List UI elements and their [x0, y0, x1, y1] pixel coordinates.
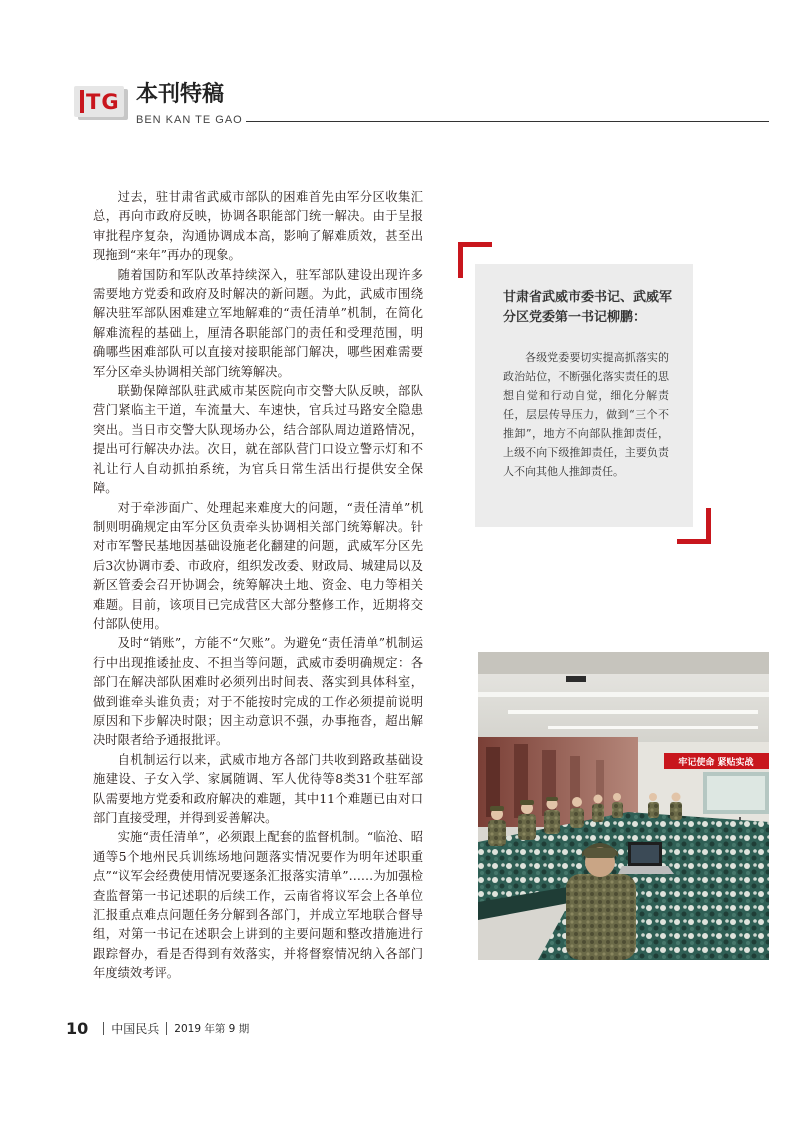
meeting-photo-graphic [478, 652, 769, 960]
quote-corner-top-left [458, 242, 463, 278]
article-paragraph: 联勤保障部队驻武威市某医院向市交警大队反映，部队营门紧临主干道，车流量大、车速快，官兵过马路安全隐患突出。当日市交警大队现场办公，结合部队周边道路情况，提出可行解决办法。次日，就在部队营门口设立警示灯和不礼让行人自动抓拍系统，为官兵日常生活出行提供安全保障。 [93, 384, 423, 496]
quote-corner-bottom-right-bar [677, 539, 711, 544]
meeting-photo [478, 652, 769, 960]
quote-corner-top-left-bar [458, 242, 492, 247]
issue-label: 2019 年第 9 期 [174, 1022, 250, 1035]
column-logo [74, 86, 128, 120]
article-paragraph: 自机制运行以来，武威市地方各部门共收到路政基础设施建设、子女入学、家属随调、军人优待等8类31个驻军部队需要地方党委和政府解决的难题，其中11个难题已由对口部门直接受理，并得到妥善解决。 [93, 752, 423, 825]
article-paragraph: 对于牵涉面广、处理起来难度大的问题，“责任清单”机制则明确规定由军分区负责牵头协调相关部门统筹解决。针对市军警民基地因基础设施老化翻建的问题，武威军分区先后3次协调市委、市政府，组织发改委、财政局、城建局以及新区管委会召开协调会，统筹解决土地、资金、电力等相关难题。目前，该项目已完成营区大部分整修工作，近期将交付部队使用。 [93, 500, 423, 631]
article-paragraph: 及时“销账”，方能不“欠账”。为避免“责任清单”机制运行中出现推诿扯皮、不担当等问题，武威市委明确规定：各部门在解决部队困难时必须列出时间表、落实到具体科室，做到谁牵头谁负责；对于不能按时完成的工作必须提前说明原因和下步解决时限；因主动意识不强，办事拖沓，超出解决时限者给予通报批评。 [93, 636, 423, 748]
article-paragraph: 过去，驻甘肃省武威市部队的困难首先由军分区收集汇总，再向市政府反映，协调各职能部门统一解决。由于呈报审批程序复杂，沟通协调成本高，影响了解难质效，甚至出现拖到“来年”再办的现象。 [93, 190, 423, 263]
column-subtitle: BEN KAN TE GAO [136, 114, 243, 126]
quote-heading: 甘肃省武威市委书记、武威军分区党委第一书记柳鹏： [503, 290, 673, 325]
column-logo-text: TG [86, 90, 120, 114]
header-rule [246, 121, 769, 122]
footer-divider [166, 1022, 167, 1035]
footer-divider [103, 1022, 104, 1035]
column-title: 本刊特稿 [136, 82, 225, 107]
page-footer [66, 1019, 249, 1037]
quote-body: 各级党委要切实提高抓落实的政治站位，不断强化落实责任的思想自觉和行动自觉，细化分解责任，层层传导压力，做到“三个不推卸”，地方不向部队推卸责任，上级不向下级推卸责任，主要负责人不向其他人推卸责任。 [503, 351, 669, 478]
banner-text: 牢记使命 紧贴实战 [678, 758, 754, 768]
article-paragraph: 随着国防和军队改革持续深入，驻军部队建设出现许多需要地方党委和政府及时解决的新问题。为此，武威市围绕解决驻军部队困难建立军地解难的“责任清单”机制，在简化解难流程的基础上，厘清各职能部门的责任和受理范围，明确哪些困难部队可以直接对接职能部门解决，哪些困难需要军分区牵头协调相关部门统筹解决。 [93, 267, 423, 379]
article-paragraph: 实施“责任清单”，必须跟上配套的监督机制。“临沧、昭通等5个地州民兵训练场地问题落实情况要作为明年述职重点”“议军会经费使用情况要逐条汇报落实清单”……为加强检查监督第一书记述职的后续工作，云南省将议军会上各单位汇报重点难点问题任务分解到各部门，并成立军地联合督导组，对第一书记在述职会上讲到的主要问题和整改措施进行跟踪督办，看是否得到有效落实，并将督察情况纳入各部门年度绩效考评。 [93, 830, 423, 981]
page-number: 10 [66, 1018, 89, 1038]
magazine-name: 中国民兵 [111, 1021, 160, 1036]
article-body [93, 188, 423, 984]
